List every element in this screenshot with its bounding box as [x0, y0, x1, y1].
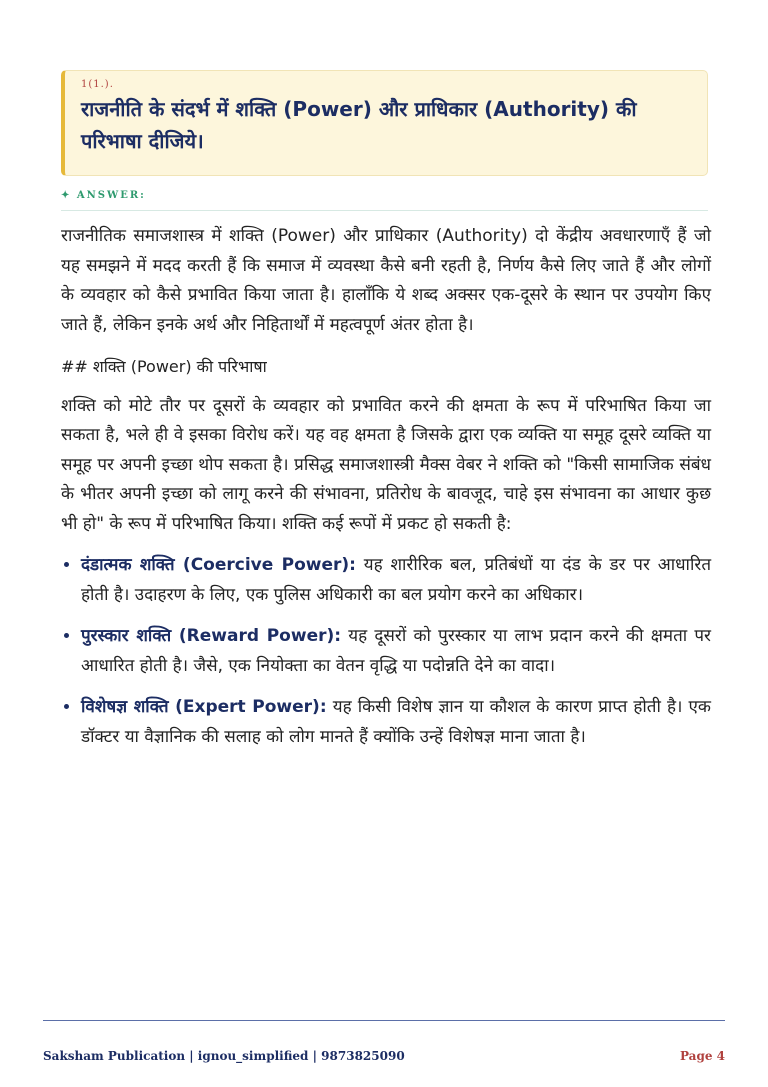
- list-item: [81, 551, 711, 610]
- list-item-text: यह दूसरों को पुरस्कार या लाभ प्रदान करने की क्षमता पर आधारित होती है। जैसे, एक नियोक्ता का वेतन वृद्धि या पदोन्नति देने का वादा।: [81, 626, 711, 676]
- list-item-term: दंडात्मक शक्ति (Coercive Power):: [81, 555, 356, 575]
- list-item-term: विशेषज्ञ शक्ति (Expert Power):: [81, 697, 327, 717]
- answer-label: ✦ ANSWER:: [61, 190, 708, 211]
- footer-publisher: Saksham Publication | ignou_simplified | 9873825090: [43, 1049, 405, 1063]
- power-types-list: [61, 551, 711, 752]
- intro-paragraph: राजनीतिक समाजशास्त्र में शक्ति (Power) और प्राधिकार (Authority) दो केंद्रीय अवधारणाएँ हैं जो यह समझने में मदद करती हैं कि समाज में व्यवस्था कैसे बनी रहती है, निर्णय कैसे लिए जाते हैं और लोगों के व्यवहार को कैसे प्रभावित किया जाता है। हालाँकि ये शब्द अक्सर एक-दूसरे के स्थान पर उपयोग किए जाते हैं, लेकिन इनके अर्थ और निहितार्थों में महत्वपूर्ण अंतर होता है।: [61, 226, 711, 335]
- page-number: Page 4: [679, 1049, 725, 1063]
- definition-paragraph: शक्ति को मोटे तौर पर दूसरों के व्यवहार को प्रभावित करने की क्षमता के रूप में परिभाषित किया जा सकता है, भले ही वे इसका विरोध करें। यह वह क्षमता है जिसके द्वारा एक व्यक्ति या समूह दूसरे व्यक्ति या समूह पर अपनी इच्छा थोप सकता है। प्रसिद्ध समाजशास्त्री मैक्स वेबर ने शक्ति को "किसी सामाजिक संबंध के भीतर अपनी इच्छा को लागू करने की संभावना, प्रतिरोध के बावजूद, चाहे इस संभावना का आधार कुछ भी हो" के रूप में परिभाषित किया। शक्ति कई रूपों में प्रकट हो सकती है:: [61, 395, 711, 534]
- list-item-text: यह किसी विशेष ज्ञान या कौशल के कारण प्राप्त होती है। एक डॉक्टर या वैज्ञानिक की सलाह को लोग मानते हैं क्योंकि उन्हें विशेषज्ञ माना जाता है।: [81, 697, 711, 747]
- question-box: [61, 70, 708, 176]
- list-item: [81, 622, 711, 681]
- section-heading: ## शक्ति (Power) की परिभाषा: [61, 357, 267, 376]
- answer-body: [61, 222, 711, 764]
- list-item-term: पुरस्कार शक्ति (Reward Power):: [81, 626, 342, 646]
- footer-divider: [43, 1020, 725, 1021]
- question-title: राजनीति के संदर्भ में शक्ति (Power) और प्राधिकार (Authority) की परिभाषा दीजिये।: [81, 97, 637, 153]
- list-item-text: यह शारीरिक बल, प्रतिबंधों या दंड के डर पर आधारित होती है। उदाहरण के लिए, एक पुलिस अधिकारी का बल प्रयोग करने का अधिकार।: [81, 555, 712, 605]
- list-item: [81, 693, 711, 752]
- question-number: 1(1.).: [81, 79, 114, 90]
